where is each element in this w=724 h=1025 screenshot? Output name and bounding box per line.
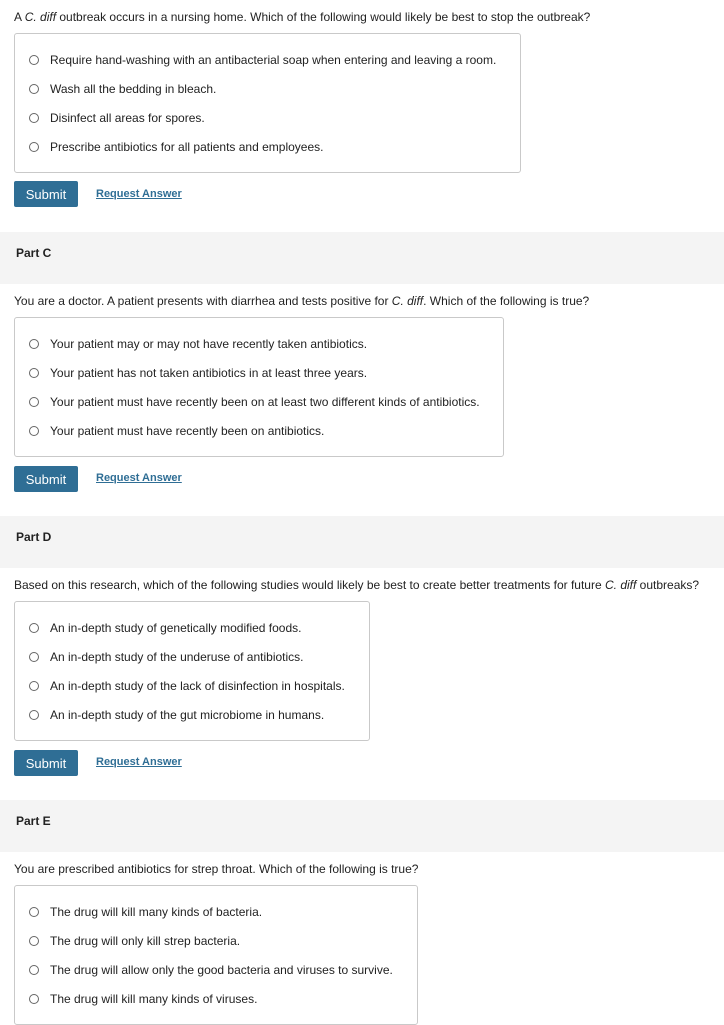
radio-option[interactable]: Your patient may or may not have recently taken antibiotics. — [29, 337, 367, 351]
submit-button-part-c[interactable]: Submit — [14, 466, 78, 492]
radio-option[interactable]: The drug will kill many kinds of viruses. — [29, 992, 257, 1006]
radio-button-icon[interactable] — [29, 936, 39, 946]
question-text-part-d: Based on this research, which of the following studies would likely be best to create better treatments for future C. diff outbreaks? — [14, 578, 700, 592]
radio-option[interactable]: Wash all the bedding in bleach. — [29, 82, 216, 96]
request-answer-link-part-b[interactable]: Request Answer — [96, 188, 182, 200]
question-text-part-c: You are a doctor. A patient presents with diarrhea and tests positive for C. diff. Which of the following is true? — [14, 294, 590, 308]
submit-button-part-d[interactable]: Submit — [14, 750, 78, 776]
radio-button-icon[interactable] — [29, 426, 39, 436]
part-title: Part D — [16, 530, 52, 544]
radio-option[interactable]: Require hand-washing with an antibacterial soap when entering and leaving a room. — [29, 53, 496, 67]
radio-button-icon[interactable] — [29, 681, 39, 691]
radio-button-icon[interactable] — [29, 339, 39, 349]
radio-option[interactable]: An in-depth study of the gut microbiome in humans. — [29, 708, 324, 722]
radio-button-icon[interactable] — [29, 994, 39, 1004]
radio-button-icon[interactable] — [29, 113, 39, 123]
radio-button-icon[interactable] — [29, 142, 39, 152]
radio-option[interactable]: The drug will only kill strep bacteria. — [29, 934, 240, 948]
answer-choices-part-c — [14, 317, 504, 457]
radio-button-icon[interactable] — [29, 907, 39, 917]
radio-option[interactable]: The drug will kill many kinds of bacteria. — [29, 905, 262, 919]
radio-button-icon[interactable] — [29, 55, 39, 65]
request-answer-link-part-c[interactable]: Request Answer — [96, 472, 182, 484]
part-e-header — [0, 800, 724, 852]
radio-option[interactable]: An in-depth study of the underuse of antibiotics. — [29, 650, 304, 664]
radio-option[interactable]: Prescribe antibiotics for all patients and employees. — [29, 140, 323, 154]
radio-button-icon[interactable] — [29, 84, 39, 94]
radio-button-icon[interactable] — [29, 965, 39, 975]
radio-option[interactable]: Disinfect all areas for spores. — [29, 111, 205, 125]
radio-button-icon[interactable] — [29, 397, 39, 407]
part-title: Part E — [16, 814, 51, 828]
radio-option[interactable]: An in-depth study of the lack of disinfection in hospitals. — [29, 679, 345, 693]
part-c-header — [0, 232, 724, 284]
radio-option[interactable]: The drug will allow only the good bacteria and viruses to survive. — [29, 963, 393, 977]
question-text-part-e: You are prescribed antibiotics for strep throat. Which of the following is true? — [14, 862, 419, 876]
submit-button-part-b[interactable]: Submit — [14, 181, 78, 207]
part-d-header — [0, 516, 724, 568]
answer-choices-part-e — [14, 885, 418, 1025]
radio-button-icon[interactable] — [29, 368, 39, 378]
radio-option[interactable]: An in-depth study of genetically modified foods. — [29, 621, 301, 635]
part-title: Part C — [16, 246, 52, 260]
radio-option[interactable]: Your patient has not taken antibiotics in at least three years. — [29, 366, 367, 380]
radio-button-icon[interactable] — [29, 710, 39, 720]
answer-choices-part-b — [14, 33, 521, 173]
question-text-part-b: A C. diff outbreak occurs in a nursing home. Which of the following would likely be best to stop the outbreak? — [14, 10, 591, 24]
radio-button-icon[interactable] — [29, 652, 39, 662]
radio-option[interactable]: Your patient must have recently been on at least two different kinds of antibiotics. — [29, 395, 480, 409]
request-answer-link-part-d[interactable]: Request Answer — [96, 756, 182, 768]
radio-option[interactable]: Your patient must have recently been on antibiotics. — [29, 424, 324, 438]
answer-choices-part-d — [14, 601, 370, 741]
radio-button-icon[interactable] — [29, 623, 39, 633]
